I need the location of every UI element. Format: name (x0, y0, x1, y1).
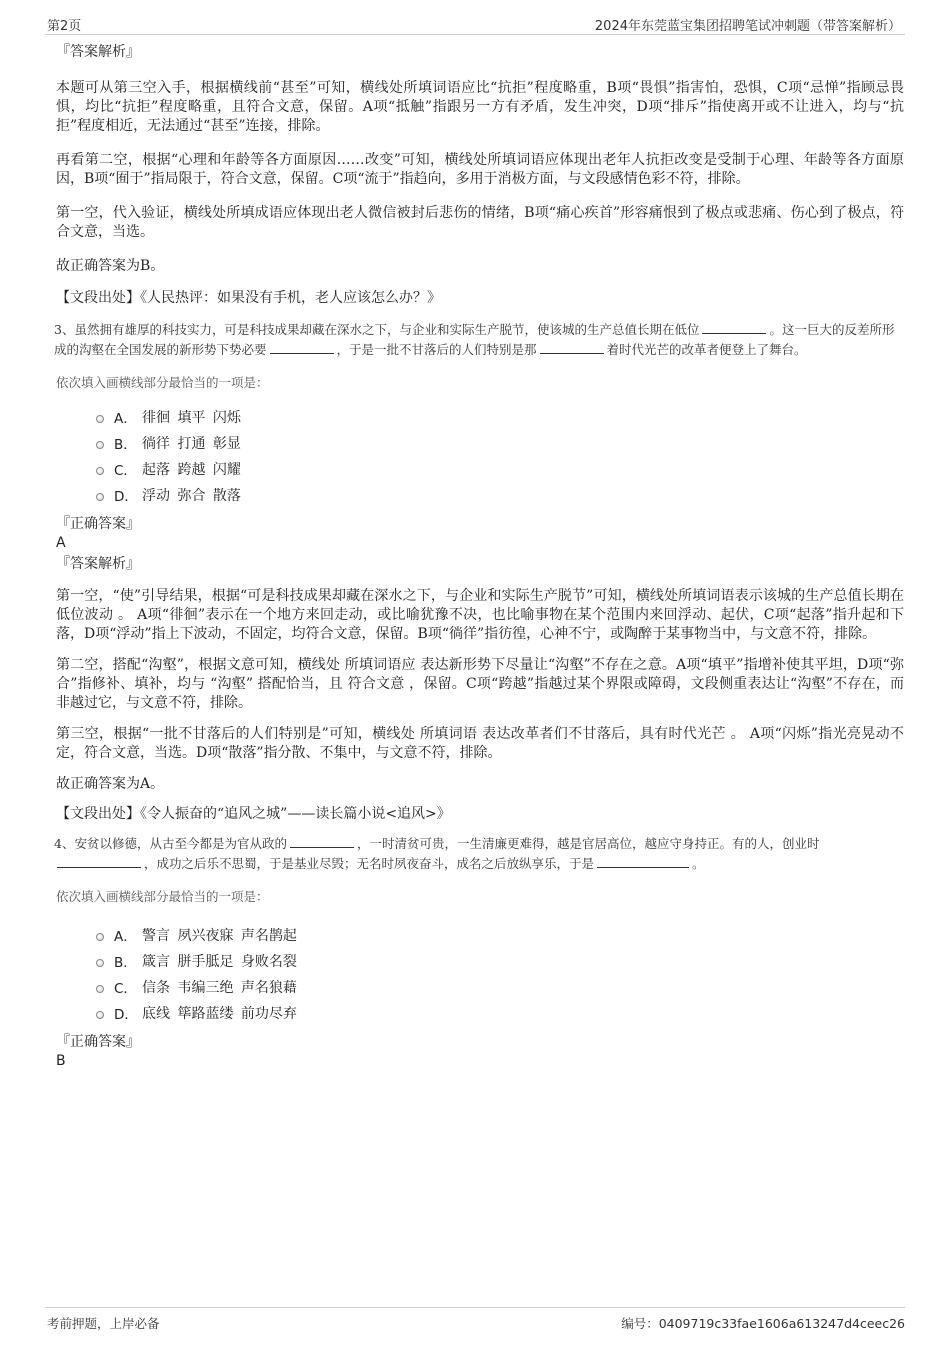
footer-slogan: 考前押题，上岸必备 (47, 1316, 160, 1331)
radio-button[interactable] (96, 1011, 104, 1019)
page-content (56, 40, 904, 1070)
option-b[interactable]: B． 徜徉 打通 彰显 (96, 430, 904, 456)
blank-line (290, 835, 354, 848)
option-a[interactable]: A． 徘徊 填平 闪烁 (96, 404, 904, 430)
analysis-paragraph: 第三空，根据“一批不甘落后的人们特别是”可知，横线处 所填词语 表达改革者们不甘落后，具有时代光芒 。 A项“闪烁”指光亮晃动不定，符合文意，当选。D项“散落”指分散、不集中，与文意不符，排除。 (56, 726, 904, 761)
question-prompt: 依次填入画横线部分最恰当的一项是： (56, 375, 269, 390)
correct-answer-heading: 『正确答案』 (56, 1034, 140, 1050)
question-4-text: 4、安贫以修德，从古至今都是为官从政的 ，一时清贫可贵，一生清廉更难得，越是官居高位，越应守身持正。有的人，创业时，成功之后乐不思蜀，于是基业尽毁；无名时夙夜奋斗，成名之后放纵享乐，于是 。 (54, 836, 820, 871)
answer-options (96, 922, 904, 1026)
question-prompt: 依次填入画横线部分最恰当的一项是： (56, 889, 269, 904)
analysis-paragraph: 本题可从第三空入手，根据横线前“甚至”可知，横线处所填词语应比“抗拒”程度略重，B项“畏惧”指害怕，恐惧，C项“忌惮”指顾忌畏惧，均比“抗拒”程度略重，且符合文意，保留。A项“抵触”指跟另一方有矛盾，发生冲突，D项“排斥”指使离开或不让进入，均与“抗拒”程度相近，无法通过“甚至”连接，排除。 (56, 80, 904, 134)
answer-conclusion: 故正确答案为A。 (56, 776, 165, 792)
analysis-paragraph: 再看第二空，根据“心理和年龄等各方面原因……改变”可知，横线处所填词语应体现出老年人抗拒改变是受制于心理、年龄等各方面原因，B项“囿于”指局限于，符合文意，保留。C项“流于”指趋向，多用于消极方面，与文段感情色彩不符，排除。 (56, 152, 904, 187)
passage-source: 【文段出处】《人民热评：如果没有手机，老人应该怎么办？》 (56, 290, 441, 306)
analysis-heading: 『答案解析』 (56, 44, 140, 60)
blank-line (702, 321, 766, 334)
radio-button[interactable] (96, 933, 104, 941)
blank-line (597, 855, 689, 868)
radio-button[interactable] (96, 441, 104, 449)
passage-source: 【文段出处】《令人振奋的“追风之城”——读长篇小说<追风>》 (56, 806, 451, 822)
blank-line (57, 855, 141, 868)
page-footer (45, 1307, 905, 1332)
analysis-heading: 『答案解析』 (56, 556, 140, 572)
option-a[interactable]: A． 警言 夙兴夜寐 声名鹊起 (96, 922, 904, 948)
correct-answer-heading: 『正确答案』 (56, 516, 140, 532)
radio-button[interactable] (96, 415, 104, 423)
radio-button[interactable] (96, 959, 104, 967)
page-number: 第2页 (47, 19, 82, 34)
analysis-paragraph: 第一空，“使”引导结果，根据“可是科技成果却藏在深水之下，与企业和实际生产脱节”可知，横线处所填词语表示该城的生产总值长期在低位波动 。 A项“徘徊”表示在一个地方来回走动，或比喻犹豫不决，也比喻事物在某个范围内来回浮动、起伏，C项“起落”指升起和下落，D项“浮动”指上下波动，不固定，均符合文意，保留。B项“徜徉”指彷徨，心神不宁，或陶醉于某事物当中，与文意不符，排除。 (56, 588, 904, 642)
analysis-paragraph: 第一空，代入验证，横线处所填成语应体现出老人微信被封后悲伤的情绪，B项“痛心疾首”形容痛恨到了极点或悲痛、伤心到了极点，符合文意，当选。 (56, 205, 904, 240)
blank-line (270, 341, 334, 354)
radio-button[interactable] (96, 985, 104, 993)
answer-conclusion: 故正确答案为B。 (56, 258, 165, 274)
answer-options (96, 404, 904, 508)
option-c[interactable]: C． 信条 韦编三绝 声名狼藉 (96, 974, 904, 1000)
question-3-text: 3、虽然拥有雄厚的科技实力，可是科技成果却藏在深水之下，与企业和实际生产脱节，使该城的生产总值长期在低位 。这一巨大的反差所形成的沟壑在全国发展的新形势下势必要 ，于是一批不甘落后的人们特别是那 着时代光芒的改革者便登上了舞台。 (54, 322, 895, 357)
page-header (45, 14, 905, 35)
document-title: 2024年东莞蓝宝集团招聘笔试冲刺题（带答案解析） (594, 19, 901, 34)
radio-button[interactable] (96, 493, 104, 501)
correct-answer: A (56, 535, 66, 551)
option-d[interactable]: D． 浮动 弥合 散落 (96, 482, 904, 508)
option-d[interactable]: D． 底线 筚路蓝缕 前功尽弃 (96, 1000, 904, 1026)
correct-answer: B (56, 1053, 66, 1069)
option-b[interactable]: B． 箴言 胼手胝足 身败名裂 (96, 948, 904, 974)
radio-button[interactable] (96, 467, 104, 475)
document-serial: 编号：0409719c33fae1606a613247d4ceec26 (621, 1316, 905, 1331)
blank-line (540, 341, 604, 354)
option-c[interactable]: C． 起落 跨越 闪耀 (96, 456, 904, 482)
analysis-paragraph: 第二空，搭配“沟壑”，根据文意可知，横线处 所填词语应 表达新形势下尽量让“沟壑”不存在之意。A项“填平”指增补使其平坦，D项“弥合”指修补、填补，均与 “沟壑” 搭配恰当，且 符合文意 ，保留。C项“跨越”指越过某个界限或障碍，文段侧重表达让“沟壑”不存在，而非越过它，与文意不符，排除。 (56, 657, 904, 711)
